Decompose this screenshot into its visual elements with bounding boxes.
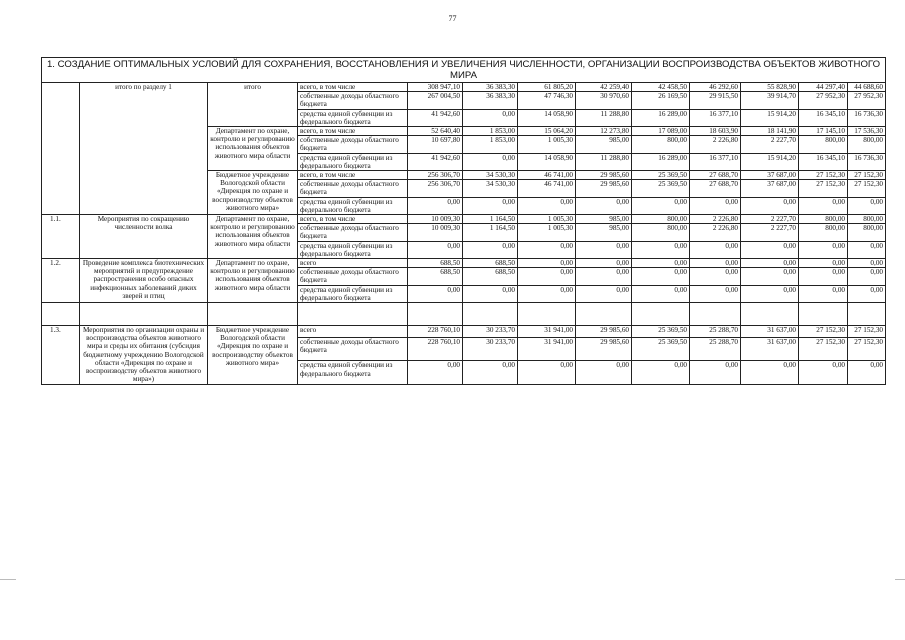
amount-cell: 16 345,10 [799,109,848,126]
scan-mark-left [0,579,16,580]
amount-cell: 27 152,30 [799,338,848,361]
amount-cell: 61 805,20 [518,83,576,92]
activity-name: итого по разделу 1 [80,83,208,215]
amount-cell: 0,00 [690,241,741,258]
amount-cell: 0,00 [632,259,690,268]
amount-cell: 16 736,30 [848,109,886,126]
amount-cell: 0,00 [741,197,799,214]
amount-cell: 0,00 [741,285,799,302]
amount-cell: 0,00 [463,285,518,302]
funding-source: собственные доходы областного бюджета [298,92,408,109]
amount-cell: 10 697,80 [408,136,463,153]
amount-cell: 29 985,60 [576,180,632,197]
amount-cell: 52 640,40 [408,127,463,136]
funding-source: собственные доходы областного бюджета [298,338,408,361]
amount-cell: 0,00 [848,361,886,384]
funding-source: всего, в том числе [298,171,408,180]
amount-cell: 10 009,30 [408,224,463,241]
amount-cell: 31 941,00 [518,326,576,338]
amount-cell: 25 369,50 [632,326,690,338]
activity-number: 1.1. [42,215,80,259]
amount-cell: 0,00 [518,361,576,384]
amount-cell: 34 530,30 [463,171,518,180]
amount-cell: 26 169,50 [632,92,690,109]
amount-cell: 30 970,60 [576,92,632,109]
amount-cell: 1 164,50 [463,224,518,241]
amount-cell: 42 259,40 [576,83,632,92]
activity-name: Мероприятия по организации охраны и воспроизводства объектов животного мира и среды их обитания (субсидия бюджетному учреждению Вологодской области «Дирекция по охране и воспроизводству объектов животного мира») [80,326,208,384]
amount-cell: 800,00 [799,136,848,153]
responsible-executor: Департамент по охране, контролю и регулированию использования объектов животного мира области [208,127,298,171]
amount-cell: 0,00 [576,197,632,214]
amount-cell: 27 152,30 [799,326,848,338]
amount-cell: 11 288,80 [576,109,632,126]
activity-name: Мероприятия по сокращению численности волка [80,215,208,259]
amount-cell: 25 288,70 [690,338,741,361]
amount-cell: 16 289,00 [632,153,690,170]
empty-cell [408,303,463,326]
empty-cell [576,303,632,326]
amount-cell: 37 687,00 [741,171,799,180]
amount-cell: 2 227,70 [741,224,799,241]
responsible-executor: Бюджетное учреждение Вологодской области «Дирекция по охране и воспроизводству объектов животного мира» [208,326,298,384]
amount-cell: 0,00 [848,268,886,285]
amount-cell: 228 760,10 [408,326,463,338]
amount-cell: 39 914,70 [741,92,799,109]
responsible-executor: Департамент по охране, контролю и регулированию использования объектов животного мира области [208,215,298,259]
amount-cell: 29 985,60 [576,338,632,361]
amount-cell: 15 914,20 [741,109,799,126]
amount-cell: 46 741,00 [518,171,576,180]
amount-cell: 27 152,30 [848,326,886,338]
amount-cell: 985,00 [576,136,632,153]
amount-cell: 16 377,10 [690,153,741,170]
amount-cell: 27 688,70 [690,171,741,180]
amount-cell: 985,00 [576,215,632,224]
amount-cell: 688,50 [408,268,463,285]
empty-cell [741,303,799,326]
amount-cell: 0,00 [799,241,848,258]
scan-mark-right [895,579,905,580]
amount-cell: 800,00 [632,224,690,241]
funding-source: средства единой субвенции из федерального бюджета [298,361,408,384]
amount-cell: 0,00 [741,268,799,285]
amount-cell: 0,00 [463,197,518,214]
amount-cell: 0,00 [799,268,848,285]
amount-cell: 46 741,00 [518,180,576,197]
amount-cell: 688,50 [463,259,518,268]
amount-cell: 256 306,70 [408,180,463,197]
responsible-executor: Департамент по охране, контролю и регулированию использования объектов животного мира области [208,259,298,303]
funding-source: средства единой субвенции из федерального бюджета [298,197,408,214]
amount-cell: 27 152,30 [848,338,886,361]
amount-cell: 10 009,30 [408,215,463,224]
funding-source: всего, в том числе [298,127,408,136]
amount-cell: 27 952,30 [848,92,886,109]
empty-cell [632,303,690,326]
amount-cell: 17 536,30 [848,127,886,136]
amount-cell: 18 141,90 [741,127,799,136]
empty-cell [463,303,518,326]
empty-cell [518,303,576,326]
amount-cell: 14 058,90 [518,153,576,170]
amount-cell: 0,00 [576,268,632,285]
amount-cell: 1 164,50 [463,215,518,224]
amount-cell: 0,00 [463,153,518,170]
amount-cell: 0,00 [690,268,741,285]
amount-cell: 1 005,30 [518,215,576,224]
funding-source: всего, в том числе [298,215,408,224]
amount-cell: 800,00 [632,215,690,224]
funding-source: собственные доходы областного бюджета [298,268,408,285]
amount-cell: 0,00 [690,197,741,214]
funding-source: всего [298,259,408,268]
amount-cell: 27 152,30 [848,180,886,197]
amount-cell: 27 688,70 [690,180,741,197]
amount-cell: 0,00 [632,285,690,302]
amount-cell: 0,00 [632,197,690,214]
spacer-row [42,303,886,326]
amount-cell: 55 828,90 [741,83,799,92]
amount-cell: 1 853,00 [463,136,518,153]
amount-cell: 0,00 [632,241,690,258]
funding-source: всего [298,326,408,338]
amount-cell: 27 152,30 [848,171,886,180]
amount-cell: 688,50 [463,268,518,285]
amount-cell: 31 941,00 [518,338,576,361]
amount-cell: 0,00 [848,285,886,302]
table-row [42,83,886,92]
amount-cell: 16 289,00 [632,109,690,126]
section-title: 1. СОЗДАНИЕ ОПТИМАЛЬНЫХ УСЛОВИЙ ДЛЯ СОХРАНЕНИЯ, ВОССТАНОВЛЕНИЯ И УВЕЛИЧЕНИЯ ЧИСЛЕННОСТИ, ОРГАНИЗАЦИИ ВОСПРОИЗВОДСТВА ОБЪЕКТОВ ЖИВОТНОГО МИРА [42,58,886,83]
amount-cell: 0,00 [799,259,848,268]
funding-source: собственные доходы областного бюджета [298,180,408,197]
amount-cell: 0,00 [690,361,741,384]
activity-name: Проведение комплекса биотехнических мероприятий и предупреждение распространения особо опасных инфекционных заболеваний диких зверей и птиц [80,259,208,303]
amount-cell: 0,00 [741,241,799,258]
amount-cell: 0,00 [741,361,799,384]
amount-cell: 25 369,50 [632,180,690,197]
funding-source: средства единой субвенции из федерального бюджета [298,285,408,302]
amount-cell: 1 005,30 [518,224,576,241]
amount-cell: 0,00 [463,361,518,384]
amount-cell: 46 292,60 [690,83,741,92]
empty-cell [208,303,298,326]
amount-cell: 0,00 [690,285,741,302]
responsible-executor: Бюджетное учреждение Вологодской области «Дирекция по охране и воспроизводству объектов животного мира» [208,171,298,215]
amount-cell: 31 637,00 [741,338,799,361]
amount-cell: 0,00 [576,361,632,384]
amount-cell: 0,00 [848,241,886,258]
amount-cell: 0,00 [799,361,848,384]
amount-cell: 25 288,70 [690,326,741,338]
amount-cell: 44 297,40 [799,83,848,92]
amount-cell: 27 952,30 [799,92,848,109]
amount-cell: 30 233,70 [463,326,518,338]
amount-cell: 0,00 [408,285,463,302]
amount-cell: 800,00 [799,224,848,241]
amount-cell: 41 942,60 [408,109,463,126]
activity-number [42,83,80,215]
amount-cell: 15 914,20 [741,153,799,170]
amount-cell: 800,00 [848,224,886,241]
amount-cell: 0,00 [690,259,741,268]
amount-cell: 16 736,30 [848,153,886,170]
amount-cell: 0,00 [576,285,632,302]
funding-source: собственные доходы областного бюджета [298,224,408,241]
amount-cell: 0,00 [463,109,518,126]
amount-cell: 25 369,50 [632,171,690,180]
empty-cell [690,303,741,326]
amount-cell: 37 687,00 [741,180,799,197]
empty-cell [848,303,886,326]
amount-cell: 16 377,10 [690,109,741,126]
amount-cell: 2 227,70 [741,136,799,153]
amount-cell: 0,00 [518,241,576,258]
amount-cell: 12 273,80 [576,127,632,136]
amount-cell: 0,00 [408,241,463,258]
amount-cell: 0,00 [848,259,886,268]
amount-cell: 29 985,60 [576,326,632,338]
amount-cell: 0,00 [576,259,632,268]
amount-cell: 985,00 [576,224,632,241]
amount-cell: 1 005,30 [518,136,576,153]
amount-cell: 0,00 [741,259,799,268]
funding-source: собственные доходы областного бюджета [298,136,408,153]
responsible-executor: итого [208,83,298,127]
amount-cell: 0,00 [518,259,576,268]
funding-source: средства единой субвенции из федерального бюджета [298,241,408,258]
amount-cell: 2 226,80 [690,215,741,224]
amount-cell: 14 058,90 [518,109,576,126]
funding-source: средства единой субвенции из федерального бюджета [298,153,408,170]
activity-number: 1.2. [42,259,80,303]
amount-cell: 27 152,30 [799,171,848,180]
amount-cell: 0,00 [408,197,463,214]
amount-cell: 800,00 [632,136,690,153]
empty-cell [298,303,408,326]
amount-cell: 267 004,50 [408,92,463,109]
amount-cell: 29 915,50 [690,92,741,109]
amount-cell: 0,00 [632,268,690,285]
amount-cell: 36 383,30 [463,92,518,109]
table-row [42,215,886,224]
empty-cell [42,303,80,326]
funding-source: всего, в том числе [298,83,408,92]
amount-cell: 29 985,60 [576,171,632,180]
budget-table [41,57,886,385]
empty-cell [80,303,208,326]
amount-cell: 15 064,20 [518,127,576,136]
page-number: 77 [448,14,457,23]
amount-cell: 688,50 [408,259,463,268]
amount-cell: 44 688,60 [848,83,886,92]
amount-cell: 41 942,60 [408,153,463,170]
amount-cell: 0,00 [576,241,632,258]
amount-cell: 17 089,00 [632,127,690,136]
amount-cell: 228 760,10 [408,338,463,361]
amount-cell: 2 226,80 [690,136,741,153]
amount-cell: 17 145,10 [799,127,848,136]
amount-cell: 0,00 [518,268,576,285]
amount-cell: 18 603,90 [690,127,741,136]
funding-source: средства единой субвенции из федерального бюджета [298,109,408,126]
amount-cell: 2 227,70 [741,215,799,224]
amount-cell: 1 853,00 [463,127,518,136]
amount-cell: 31 637,00 [741,326,799,338]
amount-cell: 25 369,50 [632,338,690,361]
amount-cell: 0,00 [799,197,848,214]
amount-cell: 2 226,80 [690,224,741,241]
table-row [42,259,886,268]
empty-cell [799,303,848,326]
amount-cell: 34 530,30 [463,180,518,197]
amount-cell: 0,00 [848,197,886,214]
amount-cell: 27 152,30 [799,180,848,197]
amount-cell: 800,00 [799,215,848,224]
amount-cell: 0,00 [799,285,848,302]
amount-cell: 0,00 [408,361,463,384]
table-row [42,326,886,338]
amount-cell: 36 383,30 [463,83,518,92]
amount-cell: 308 947,10 [408,83,463,92]
amount-cell: 16 345,10 [799,153,848,170]
amount-cell: 42 458,50 [632,83,690,92]
amount-cell: 11 288,80 [576,153,632,170]
amount-cell: 47 746,30 [518,92,576,109]
amount-cell: 0,00 [463,241,518,258]
amount-cell: 0,00 [632,361,690,384]
amount-cell: 30 233,70 [463,338,518,361]
amount-cell: 0,00 [518,197,576,214]
amount-cell: 800,00 [848,136,886,153]
activity-number: 1.3. [42,326,80,384]
amount-cell: 800,00 [848,215,886,224]
amount-cell: 256 306,70 [408,171,463,180]
amount-cell: 0,00 [518,285,576,302]
